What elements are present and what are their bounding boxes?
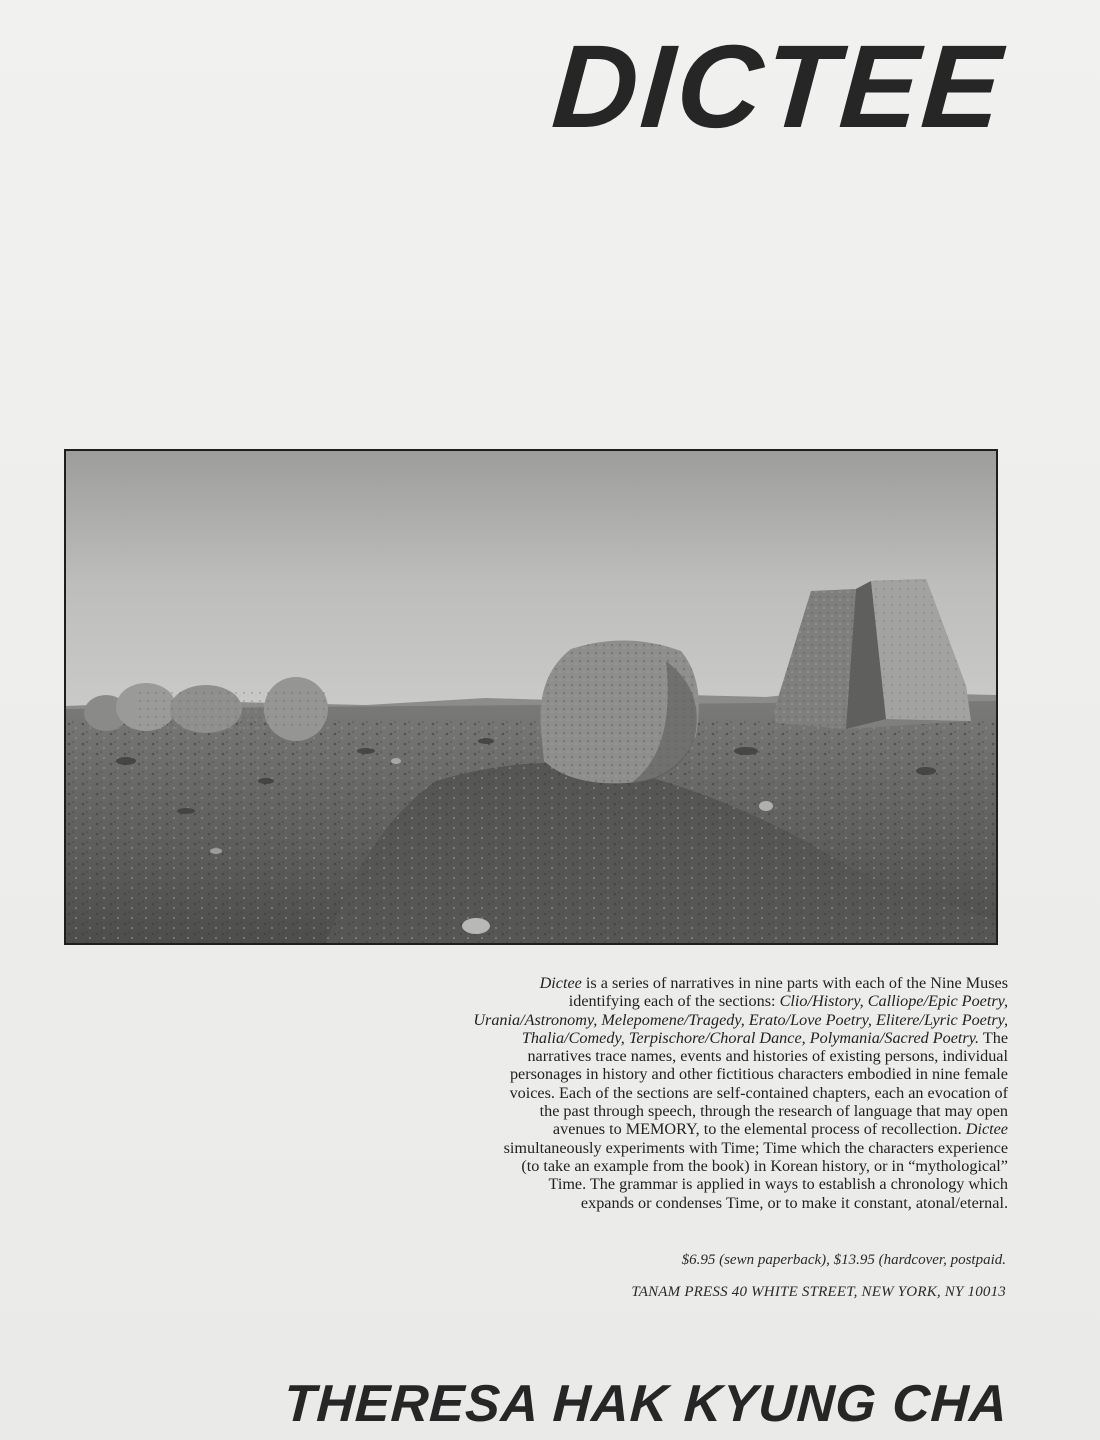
description-italic-text: Thalia/Comedy, Terpischore/Choral Dance, Polymania/Sacred Poetry. [521,1028,980,1047]
desert-landscape-image [66,451,996,943]
author-name: THERESA HAK KYUNG CHA [282,1375,1010,1433]
description-text: The [979,1028,1008,1047]
description-text: identifying each of the sections: [568,992,780,1011]
book-title: DICTEE [548,21,1009,153]
description-text: narratives trace names, events and histories of existing persons, individual [527,1047,1008,1066]
description-line [340,1084,1008,1102]
description-line [340,1029,1008,1047]
description-italic-text: Dictee [965,1120,1008,1139]
description-line [340,1194,1008,1212]
price-line: $6.95 (sewn paperback), $13.95 (hardcover, postpaid. [681,1252,1006,1268]
book-description [340,974,1008,1212]
description-text: simultaneously experiments with Time; Time which the characters experience [503,1138,1008,1157]
description-line [340,1102,1008,1120]
desert-ruins-photo [64,449,998,945]
description-italic-text: Dictee [539,974,582,992]
description-line [340,1157,1008,1175]
description-text: voices. Each of the sections are self-contained chapters, each an evocation of [509,1083,1008,1102]
description-line [340,1047,1008,1065]
description-line [340,1065,1008,1083]
description-text: Time. The grammar is applied in ways to establish a chronology which [548,1175,1008,1194]
description-line [340,1175,1008,1193]
description-line [340,992,1008,1010]
description-italic-text: Urania/Astronomy, Melepomene/Tragedy, Erato/Love Poetry, Elitere/Lyric Poetry, [473,1010,1008,1029]
description-text: (to take an example from the book) in Korean history, or in “mythological” [521,1156,1008,1175]
description-italic-text: Clio/History, Calliope/Epic Poetry, [779,992,1008,1011]
publisher-address: TANAM PRESS 40 WHITE STREET, NEW YORK, NY 10013 [631,1284,1006,1300]
description-line [340,1139,1008,1157]
description-line [340,974,1008,992]
description-text: expands or condenses Time, or to make it constant, atonal/eternal. [580,1193,1008,1212]
description-text: is a series of narratives in nine parts with each of the Nine Muses [581,974,1008,992]
description-text: the past through speech, through the research of language that may open [539,1102,1008,1121]
description-text: personages in history and other fictitious characters embodied in nine female [509,1065,1008,1084]
description-text: avenues to MEMORY, to the elemental process of recollection. [552,1120,966,1139]
description-line [340,1011,1008,1029]
description-line [340,1120,1008,1138]
